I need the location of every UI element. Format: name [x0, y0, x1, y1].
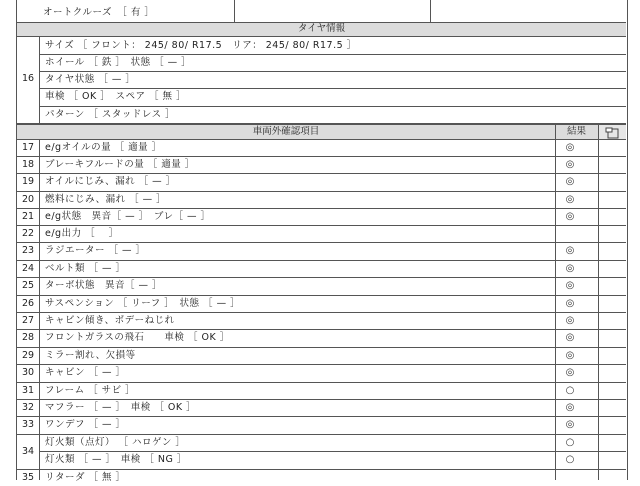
lights-line-1: 灯火類（点灯） ［ ハロゲン ］	[45, 437, 186, 448]
tire-condition-line: タイヤ状態 ［ — ］	[45, 74, 136, 85]
row-29: 29 ミラー割れ、欠損等 ◎	[17, 347, 626, 364]
row-27: 27 キャビン傾き、ボデーねじれ ◎	[17, 312, 626, 329]
row-20: 20 燃料にじみ、漏れ ［ — ］ ◎	[17, 191, 626, 208]
result-mark: ◎	[565, 263, 575, 274]
row-number-35: 35	[21, 472, 35, 483]
result-mark: ◎	[565, 350, 575, 361]
result-mark: ◎	[565, 194, 575, 205]
row-28: 28 フロントガラスの飛石 車検 ［ OK ］ ◎	[17, 329, 626, 346]
result-mark: ◎	[565, 280, 575, 291]
row-19: 19 オイルにじみ、漏れ ［ — ］ ◎	[17, 173, 626, 190]
result-header: 結果	[555, 125, 598, 139]
retarder-line: リターダ ［ 無 ］	[45, 472, 126, 483]
result-mark: ◎	[565, 402, 575, 413]
row-24: 24 ベルト類 ［ — ］ ◎	[17, 260, 626, 277]
row-18: 18 ブレーキフルードの量 ［ 適量 ］ ◎	[17, 156, 626, 173]
inspection-spare-line: 車検 ［ OK ］ スペア ［ 無 ］	[45, 91, 187, 102]
result-mark: ◎	[565, 245, 575, 256]
result-mark: ◎	[565, 298, 575, 309]
inspection-sheet	[16, 0, 628, 483]
row-17: 17 e/gオイルの量 ［ 適量 ］ ◎	[17, 139, 626, 156]
row-26: 26 サスペンション ［ リーフ ］ 状態 ［ — ］ ◎	[17, 295, 626, 312]
top-row	[17, 0, 626, 22]
wheel-line: ホイール ［ 鉄 ］ 状態 ［ — ］	[45, 57, 192, 68]
result-mark: ◎	[565, 142, 575, 153]
row-25: 25 ターボ状態 異音［ — ］ ◎	[17, 277, 626, 294]
pattern-line: パターン ［ スタッドレス ］	[45, 109, 176, 120]
result-mark: ◎	[565, 211, 575, 222]
row-30: 30 キャビン ［ — ］ ◎	[17, 364, 626, 381]
clipboard-icon	[598, 125, 626, 139]
tire-size-line: サイズ ［ フロント： 245/ 80/ R17.5 リア： 245/ 80/ R17.5 ］	[45, 40, 357, 51]
row-33: 33 ワンデフ ［ — ］ ◎	[17, 416, 626, 433]
row-31: 31 フレーム ［ サビ ］ ○	[17, 382, 626, 399]
row-number-16: 16	[21, 73, 35, 84]
exterior-check-header: 車両外確認項目	[17, 125, 555, 139]
result-mark: ◎	[565, 419, 575, 430]
result-mark: ○	[565, 454, 575, 465]
result-mark: ○	[565, 437, 575, 448]
row-32: 32 マフラー ［ — ］ 車検 ［ OK ］ ◎	[17, 399, 626, 416]
result-mark: ◎	[565, 159, 575, 170]
result-mark: ◎	[565, 367, 575, 378]
tire-info-header: タイヤ情報	[17, 22, 626, 36]
result-mark: ◎	[565, 315, 575, 326]
result-mark: ○	[565, 385, 575, 396]
row-22: 22 e/g出力 ［ ］	[21, 228, 119, 239]
cruise-control-text: オートクルーズ ［ 有 ］	[43, 7, 155, 18]
row-21: 21 e/g状態 異音［ — ］ ブレ［ — ］ ◎	[17, 208, 626, 225]
result-mark: ◎	[565, 176, 575, 187]
row-23: 23 ラジエーター ［ — ］ ◎	[17, 242, 626, 259]
result-mark: ◎	[565, 332, 575, 343]
lights-line-2: 灯火類 ［ — ］ 車検 ［ NG ］	[45, 454, 187, 465]
row-number-34: 34	[21, 446, 35, 457]
